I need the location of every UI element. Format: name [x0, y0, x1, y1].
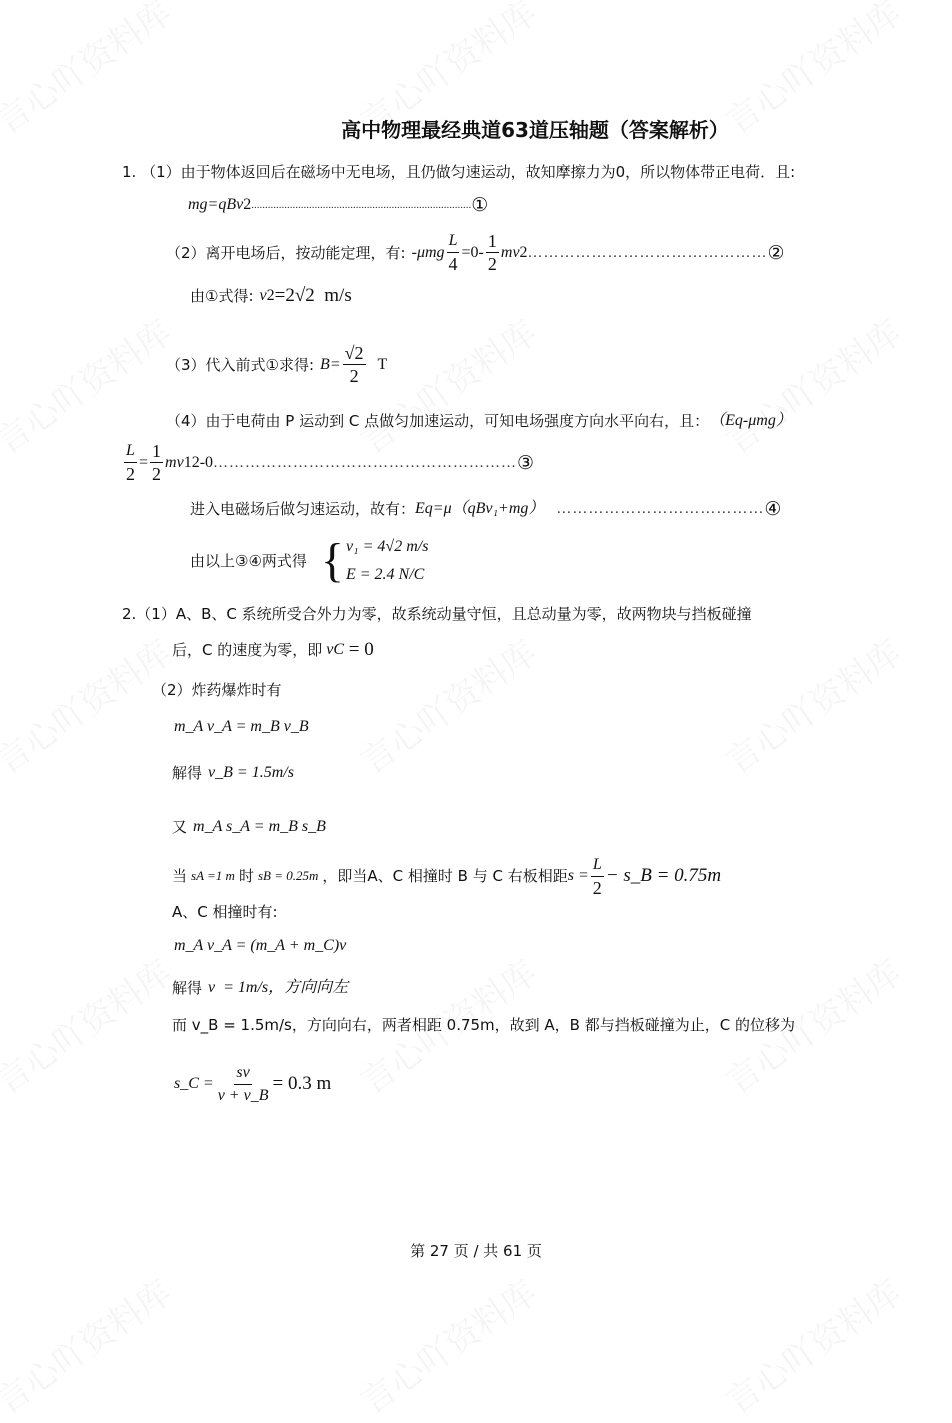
line2-value: = 0 — [344, 639, 374, 660]
solve-formula: v = 1m/s，方向向左 — [208, 979, 349, 996]
mark-3: ③ — [517, 451, 535, 474]
part2-expr-a: -μmg — [411, 243, 445, 261]
numerator: 1 — [487, 231, 497, 251]
q1-part2-text: （2）离开电场后，按动能定理，有: — [166, 243, 406, 262]
subscript: 2 — [266, 287, 275, 304]
part3-var: B= — [320, 355, 341, 373]
q2-part1-line1: 2.（1）A、B、C 系统所受合外力为零，故系统动量守恒，且总动量为零，故两物块与挡板碰撞 — [122, 605, 752, 623]
numerator: sv — [234, 1062, 251, 1085]
fraction — [124, 440, 137, 485]
watermark-text — [0, 946, 180, 1103]
text: ，即当A、C 相撞时 B 与 C 右板相距 — [322, 867, 568, 885]
q1-eq3 — [122, 440, 534, 485]
eq1-formula: mg=qBv — [188, 196, 244, 213]
q2-distance — [172, 856, 721, 896]
q2-final-text: 而 v_B = 1.5m/s，方向向右，两者相距 0.75m，故到 A，B 都与挡板碰撞为止，C 的位移为 — [172, 1016, 795, 1034]
denominator: 2 — [126, 464, 135, 484]
q2-part1-line2 — [172, 640, 374, 660]
denominator: 2 — [152, 464, 162, 484]
fraction — [150, 440, 163, 485]
q2-eq-displacement — [172, 817, 326, 837]
q2-solve-vb — [172, 763, 294, 783]
momentum-formula: m_A v_A = m_B v_B — [174, 718, 309, 735]
mark-4: ④ — [764, 498, 782, 520]
part3-unit: T — [377, 355, 388, 373]
subscript: C — [333, 641, 345, 658]
numerator: L — [124, 440, 137, 463]
sc-rhs: = 0.3 m — [272, 1073, 332, 1094]
part2-dots: ……………………………………… — [527, 244, 768, 261]
q2-solve-v — [172, 978, 348, 998]
q1-eq4 — [190, 499, 781, 519]
superscript: 2 — [191, 453, 200, 471]
superscript: 2 — [519, 243, 528, 261]
denominator: v + v_B — [217, 1086, 269, 1104]
part4-expr: （Eq-μmg） — [709, 412, 792, 429]
part2-expr-c: mv — [500, 243, 520, 261]
q1-part2-result — [190, 286, 352, 306]
numerator: √2 — [344, 343, 364, 363]
q1-part3 — [166, 342, 387, 387]
result-label: 由①式得: — [190, 287, 254, 305]
solution-text: 由以上③④两式得 — [190, 552, 307, 570]
solution-row-e: E = 2.4 N/C — [345, 566, 425, 583]
denominator: 2 — [349, 366, 359, 386]
watermark-text — [349, 626, 544, 783]
sc-lhs: s_C = — [174, 1075, 214, 1092]
collide-formula: m_A v_A = (m_A + m_C)v — [174, 937, 347, 954]
q1-eq1 — [188, 195, 488, 215]
watermark-text — [0, 1266, 180, 1423]
part2-expr-b: =0- — [461, 243, 484, 261]
q1-solution — [190, 532, 428, 590]
mark-2: ② — [767, 241, 785, 264]
line2-var: v — [326, 641, 334, 658]
fraction — [486, 230, 499, 275]
fraction — [343, 342, 366, 387]
watermark-text — [714, 306, 909, 463]
part3-text: （3）代入前式①求得: — [166, 355, 315, 374]
watermark-text — [714, 626, 909, 783]
fraction — [447, 230, 460, 275]
denominator: 2 — [592, 877, 602, 898]
watermark-text — [714, 1266, 909, 1423]
displacement-formula: m_A s_A = m_B s_B — [193, 818, 326, 835]
q2-part2-text: （2）炸药爆炸时有 — [152, 681, 282, 699]
numerator: 1 — [152, 441, 162, 461]
q2-sc-formula — [174, 1060, 331, 1108]
brace-icon: { — [320, 534, 344, 587]
solve-label: 解得 — [172, 979, 203, 997]
line2-text: 后，C 的速度为零，即 — [172, 641, 323, 659]
q2-eq-collide — [174, 936, 346, 956]
fraction — [591, 854, 604, 899]
eq4-dots: ………………………………… — [556, 501, 765, 517]
s-lhs: s = — [567, 867, 589, 884]
denominator: 4 — [448, 254, 458, 274]
fraction — [216, 1062, 271, 1107]
eq4-expr: Eq=μ（qBv₁+mg） — [415, 500, 545, 517]
numerator: L — [591, 854, 604, 877]
again-label: 又 — [172, 818, 188, 836]
result-value: =2√2 m/s — [274, 285, 352, 306]
eq1-sub: 2 — [243, 196, 252, 213]
equals: = — [139, 453, 149, 471]
subscript: 1 — [183, 453, 192, 471]
solve-formula: v_B = 1.5m/s — [208, 764, 294, 781]
text: 时 — [238, 867, 254, 885]
result-var: v — [259, 287, 267, 304]
equation-system — [321, 533, 429, 589]
q2-collide-text: A、C 相撞时有: — [172, 903, 278, 921]
q1-part1-text: 1. （1）由于物体返回后在磁场中无电场，且仍做匀速运动，故知摩擦力为0，所以物体带正电荷．且: — [122, 163, 796, 181]
eq3-expr: mv — [165, 453, 184, 471]
part4-text: （4）由于电荷由 P 运动到 C 点做匀加速运动，可知电场强度方向水平向右，且： — [166, 412, 710, 430]
mark-1: ① — [471, 194, 489, 216]
denominator: 2 — [487, 254, 497, 274]
text: 当 — [172, 867, 188, 885]
eq3-tail: -0 — [199, 453, 214, 471]
eq1-dots: ................................................................................ — [251, 199, 472, 211]
numerator: L — [447, 230, 460, 253]
solution-row-v1: v₁ = 4√2 m/s — [345, 538, 429, 555]
eq4-text: 进入电磁场后做匀速运动，故有： — [190, 500, 416, 518]
s-rhs: − s_B = 0.75m — [605, 865, 722, 886]
eq3-dots: ………………………………………………… — [213, 454, 518, 471]
q2-eq-momentum — [174, 717, 309, 737]
sb-value: sB = 0.25m — [257, 868, 319, 883]
watermark-text — [349, 1266, 544, 1423]
q1-part2 — [166, 230, 785, 275]
solve-label: 解得 — [172, 764, 203, 782]
page-number: 第 27 页 / 共 61 页 — [410, 1242, 542, 1260]
q1-part4 — [166, 411, 792, 431]
sa-value: sA =1 m — [191, 868, 235, 883]
page-title: 高中物理最经典道63道压轴题（答案解析） — [341, 118, 729, 142]
watermark-text — [0, 626, 180, 783]
